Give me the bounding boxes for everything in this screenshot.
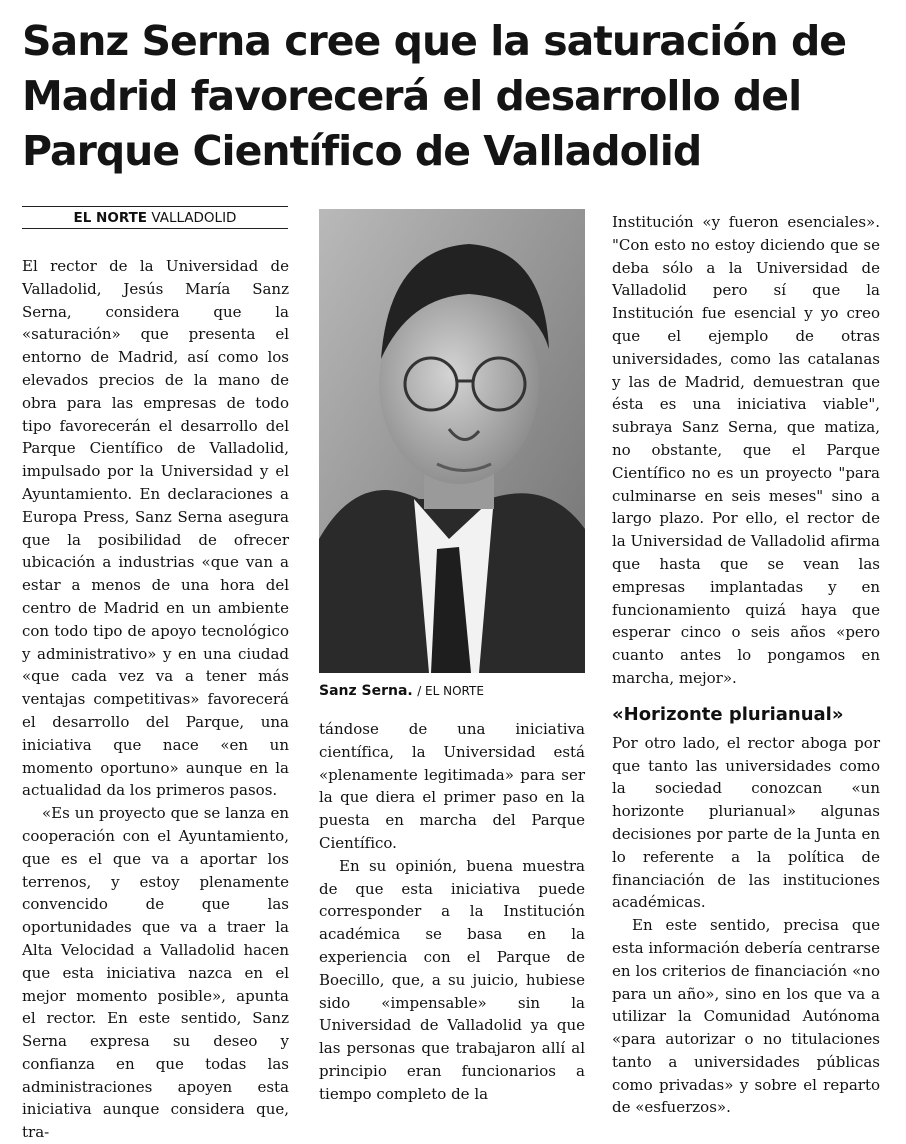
paragraph: «Es un proyecto que se lanza en cooperación con el Ayuntamiento, que es el que va a aportar los terrenos, y estoy plenamente convencido de que las oportunidades que va a traer la Alta Velocidad a Valladolid hacen que esta iniciativa nazca en el mejor momento posible», apunta el rector. En este sentido, Sanz Serna expresa su deseo y confianza en que todas las administraciones apoyen esta iniciativa aunque considera que, tra-: [22, 804, 289, 1142]
caption-name: Sanz Serna.: [319, 683, 413, 699]
byline: [22, 206, 288, 229]
article-headline: Sanz Serna cree que la saturación de Madrid favorecerá el desarrollo del Parque Científico de Valladolid: [22, 17, 847, 175]
article-column-3: [612, 211, 880, 1119]
portrait-photo: [319, 209, 585, 673]
paragraph: Por otro lado, el rector aboga por que tanto las universidades como la sociedad conozcan «un horizonte plurianual» algunas decisiones por parte de la Junta en lo referente a la política de financiación de las instituciones académicas.: [612, 733, 880, 912]
paragraph: tándose de una iniciativa científica, la Universidad está «plenamente legitimada» para ser la que diera el primer paso en la puesta en marcha del Parque Científico.: [319, 720, 585, 852]
byline-outlet: EL NORTE: [73, 210, 148, 226]
caption-credit: / EL NORTE: [417, 684, 484, 698]
byline-place: VALLADOLID: [151, 210, 237, 226]
section-subheading: «Horizonte plurianual»: [612, 703, 844, 725]
photo-caption: [319, 682, 585, 700]
paragraph: Institución «y fueron esenciales». "Con esto no estoy diciendo que se deba sólo a la Universidad de Valladolid pero sí que la Institución fue esencial y yo creo que el ejemplo de otras universidades, como las catalanas y las de Madrid, demuestran que ésta es una iniciativa viable", subraya Sanz Serna, que matiza, no obstante, que el Parque Científico no es un proyecto "para culminarse en seis meses" sino a largo plazo. Por ello, el rector de la Universidad de Valladolid afirma que hasta que se vean las empresas implantadas y en funcionamiento quizá haya que esperar cinco o seis años «pero cuanto antes lo pongamos en marcha, mejor».: [612, 213, 880, 687]
portrait-illustration: [319, 209, 585, 673]
article-column-1: [22, 255, 289, 1144]
paragraph: El rector de la Universidad de Valladolid, Jesús María Sanz Serna, considera que la «saturación» que presenta el entorno de Madrid, así como los elevados precios de la mano de obra para las empresas de todo tipo favorecerán el desarrollo del Parque Científico de Valladolid, impulsado por la Universidad y el Ayuntamiento. En declaraciones a Europa Press, Sanz Serna asegura que la posibilidad de ofrecer ubicación a industrias «que van a estar a menos de una hora del centro de Madrid en un ambiente con todo tipo de apoyo tecnológico y administrativo» y en una ciudad «que cada vez va a tener más ventajas competitivas» favorecerá el desarrollo del Parque, una iniciativa que nace «en un momento oportuno» aunque en la actualidad da los primeros pasos.: [22, 257, 289, 800]
paragraph: En este sentido, precisa que esta información debería centrarse en los criterios de financiación «no para un año», sino en los que va a utilizar la Comunidad Autónoma «para autorizar o no titulaciones tanto a universidades públicas como privadas» y sobre el reparto de «esfuerzos».: [612, 916, 880, 1117]
paragraph: En su opinión, buena muestra de que esta iniciativa puede corresponder a la Institución académica se basa en la experiencia con el Parque de Boecillo, que, a su juicio, hubiese sido «impensable» sin la Universidad de Valladolid ya que las personas que trabajaron allí al principio eran funcionarios a tiempo completo de la: [319, 856, 585, 1103]
article-column-2: [319, 718, 585, 1106]
